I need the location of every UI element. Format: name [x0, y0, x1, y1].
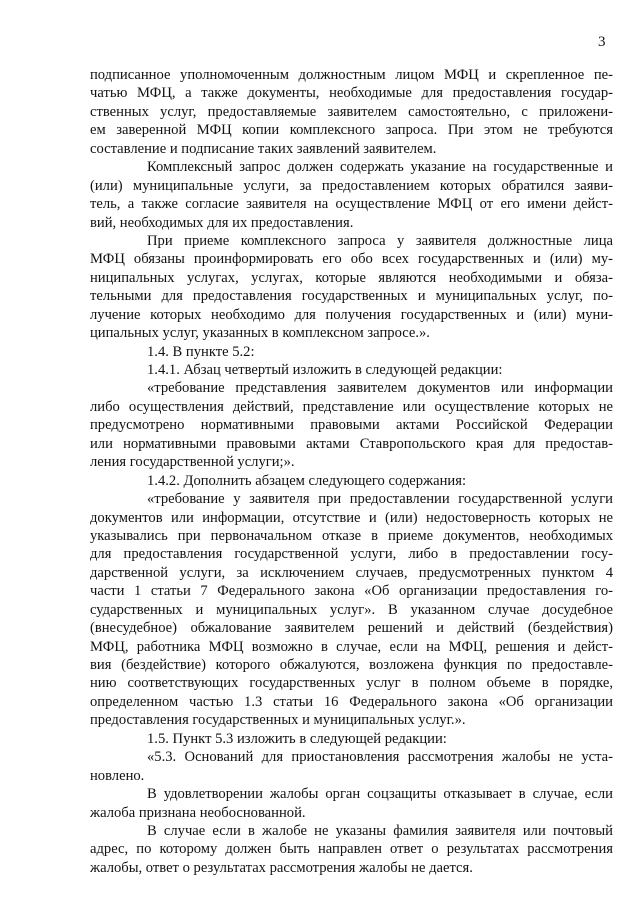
text-line: документов или информации, отсутствие и (или) недостоверность которых не [90, 509, 613, 526]
text-line: жалобы, ответ о результатах рассмотрения жалобы не дается. [90, 859, 473, 876]
text-line: вия (бездействие) которого обжалуются, возложена функция по предоставле- [90, 657, 613, 673]
text-line: «5.3. Оснований для приостановления рассмотрения жалобы не уста- [147, 749, 613, 766]
text-line: предусмотрено нормативными правовыми актами Российской Федерации [90, 417, 613, 434]
text-line: для предоставления государственной услуги, либо в предоставлении госу- [90, 546, 613, 563]
text-line: предоставления государственных и муниципальных услуг.». [90, 712, 466, 729]
text-line: жалоба признана необоснованной. [90, 804, 306, 821]
text-line: 1.4.2. Дополнить абзацем следующего содержания: [147, 472, 467, 489]
text-line: адрес, по которому должен быть направлен ответ о результатах рассмотрения [90, 841, 613, 858]
text-line: ципальных услуг, указанных в комплексном запросе.». [90, 325, 430, 342]
text-line: ственных услуг, предоставляемые заявителем самостоятельно, с приложени- [90, 103, 613, 120]
text-line: 1.4.1. Абзац четвертый изложить в следующей редакции: [147, 362, 503, 378]
text-line: При приеме комплексного запроса у заявителя должностные лица [147, 232, 613, 249]
text-line: тель, а также согласие заявителя на осуществление МФЦ от его имени дейст- [90, 196, 613, 213]
text-line: указывались при первоначальном отказе в приеме документов, необходимых [90, 527, 613, 544]
text-line: лучение которых необходимо для получения государственных и (или) муни- [90, 306, 613, 323]
text-line: подписанное уполномоченным должностным лицом МФЦ и скрепленное пе- [90, 67, 613, 83]
text-line: «требование у заявителя при предоставлении государственной услуги [147, 491, 613, 508]
page-number: 3 [598, 34, 606, 50]
text-line: определенном частью 1.3 статьи 16 Федерального закона «Об организации [90, 693, 613, 710]
text-line: чатью МФЦ, а также документы, необходимые для предоставления государ- [90, 85, 613, 102]
text-line: ем заверенной МФЦ копии комплексного запроса. При этом не требуются [90, 122, 613, 139]
text-line: нию соответствующих государственных услуг в полном объеме в порядке, [90, 675, 613, 692]
text-line: В удовлетворении жалобы орган соцзащиты отказывает в случае, если [147, 786, 613, 803]
document-body [90, 66, 613, 877]
text-line: 1.4. В пункте 5.2: [147, 343, 255, 360]
text-line: (внесудебное) обжалование заявителем решений и действий (бездействия) [90, 620, 613, 637]
text-line: (или) муниципальные услуги, за предоставлением которых обратился заяви- [90, 177, 613, 194]
text-line: МФЦ, работника МФЦ возможно в случае, если на МФЦ, решения и дейст- [90, 638, 613, 655]
text-line: 1.5. Пункт 5.3 изложить в следующей редакции: [147, 730, 447, 747]
text-line: МФЦ обязаны проинформировать его обо всех государственных и (или) му- [90, 251, 613, 268]
text-line: части 1 статьи 7 Федерального закона «Об организации предоставления го- [90, 583, 613, 600]
text-line: дарственной услуги, за исключением случаев, предусмотренных пунктом 4 [90, 564, 613, 581]
text-line: или нормативными правовыми актами Ставропольского края для предостав- [90, 435, 613, 452]
text-line: составление и подписание таких заявлений заявителем. [90, 140, 437, 157]
text-line: вий, необходимых для их предоставления. [90, 214, 354, 231]
text-line: тельными для предоставления государственных и муниципальных услуг, по- [90, 288, 613, 305]
text-line: ниципальных услугах, услугах, которые являются необходимыми и обяза- [90, 269, 613, 286]
text-line: ления государственной услуги;». [90, 454, 295, 471]
text-line: сударственных и муниципальных услуг». В указанном случае досудебное [90, 601, 613, 618]
text-line: новлено. [90, 767, 145, 784]
text-line: В случае если в жалобе не указаны фамилия заявителя или почтовый [147, 822, 613, 839]
text-line: «требование представления заявителем документов или информации [147, 380, 613, 397]
text-line: либо осуществления действий, представление или осуществление которых не [90, 398, 613, 415]
text-line: Комплексный запрос должен содержать указание на государственные и [147, 159, 613, 176]
